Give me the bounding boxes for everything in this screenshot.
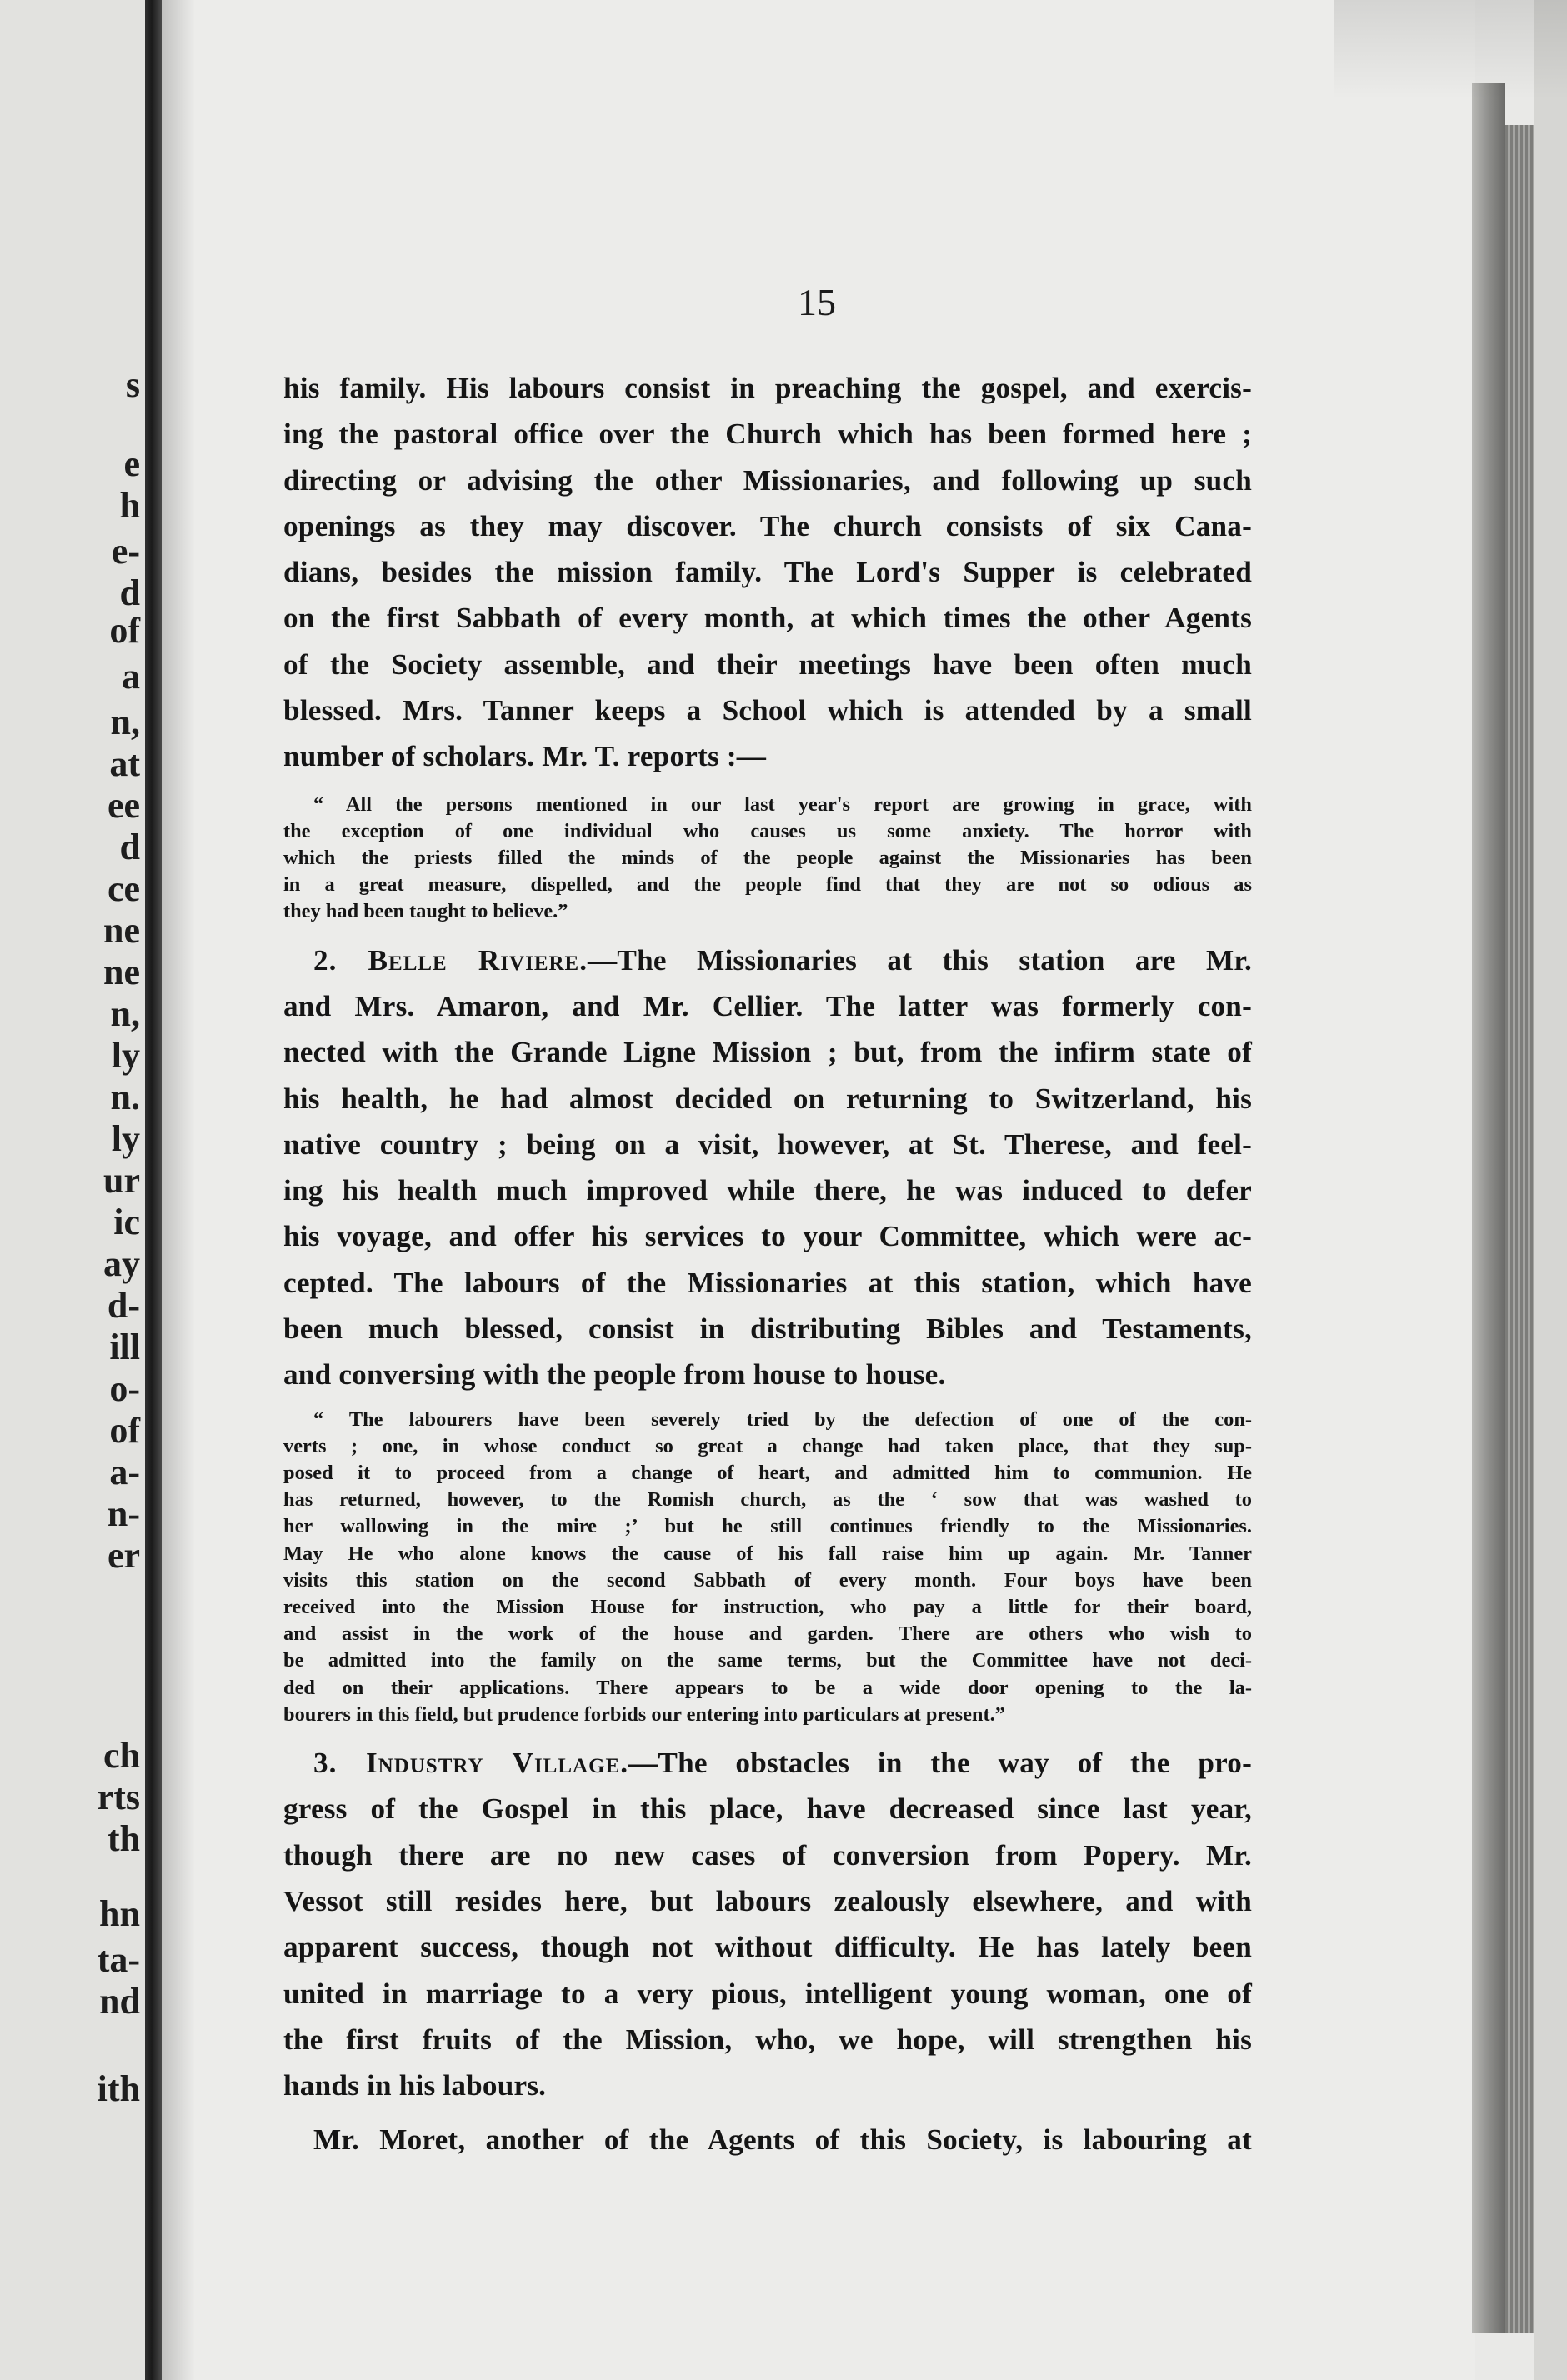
- quote-line: posed it to proceed from a change of heart, and admitted him to communion. He: [283, 1462, 1252, 1485]
- text-line: been much blessed, consist in distributing Bibles and Testaments,: [283, 1312, 1252, 1346]
- facing-page-fragment: n-: [107, 1493, 140, 1534]
- text-line: dians, besides the mission family. The Lord's Supper is celebrated: [283, 556, 1252, 589]
- quote-labourers: [283, 1407, 1252, 1728]
- top-shadow: [1334, 0, 1567, 100]
- facing-page-fragment: o-: [109, 1368, 140, 1409]
- quote-line: be admitted into the family on the same terms, but the Committee have not deci-: [283, 1649, 1252, 1672]
- facing-page-fragment: ly: [111, 1035, 140, 1076]
- facing-page-fragment: ce: [107, 868, 140, 909]
- facing-page-fragment: th: [107, 1818, 140, 1859]
- facing-page-fragment: ly: [111, 1118, 140, 1159]
- quote-line: which the priests filled the minds of the people against the Missionaries has been: [283, 847, 1252, 870]
- section-industry-village: [283, 1740, 1252, 2108]
- stacked-page-edges: [1505, 125, 1534, 2333]
- text-line: Mr. Moret, another of the Agents of this Society, is labouring at: [313, 2123, 1252, 2157]
- text-line: and Mrs. Amaron, and Mr. Cellier. The latter was formerly con-: [283, 989, 1252, 1022]
- text-line: on the first Sabbath of every month, at which times the other Agents: [283, 602, 1252, 635]
- quote-line: “ The labourers have been severely tried by the defection of one of the con-: [313, 1408, 1252, 1431]
- facing-page-fragment: n,: [110, 702, 140, 742]
- quote-line: verts ; one, in whose conduct so great a change had taken place, that they sup-: [283, 1434, 1252, 1458]
- text-line: Vessot still resides here, but labours zealously elsewhere, and with: [283, 1884, 1252, 1918]
- facing-page-fragment: e-: [111, 531, 140, 572]
- background-right: [1534, 0, 1567, 2380]
- facing-page-fragment: a: [122, 656, 140, 697]
- page-body-text: [283, 275, 1252, 2163]
- facing-page-fragment: ta-: [97, 1939, 140, 1980]
- facing-page-text-fragments: [0, 0, 148, 2380]
- facing-page-fragment: nd: [99, 1981, 140, 2022]
- paragraph-moret: [283, 2117, 1252, 2162]
- facing-page-fragment: at: [109, 743, 140, 784]
- paragraph-tanner: [283, 365, 1252, 780]
- quote-line: and assist in the work of the house and garden. There are others who wish to: [283, 1622, 1252, 1646]
- facing-page-fragment: d-: [107, 1285, 140, 1326]
- facing-page-fragment: a-: [109, 1452, 140, 1492]
- facing-page-fragment: ay: [103, 1243, 140, 1284]
- text-line: though there are no new cases of conversion from Popery. Mr.: [283, 1838, 1252, 1872]
- text-line: of the Society assemble, and their meetings have been often much: [283, 648, 1252, 681]
- text-line: number of scholars. Mr. T. reports :—: [283, 740, 767, 773]
- facing-page-fragment: ch: [103, 1735, 140, 1776]
- facing-page-fragment: s: [125, 364, 140, 405]
- facing-page-fragment: d: [119, 827, 140, 868]
- text-line: cepted. The labours of the Missionaries at this station, which have: [283, 1266, 1252, 1299]
- section-belle-riviere: [283, 938, 1252, 1398]
- text-line: directing or advising the other Missionaries, and following up such: [283, 463, 1252, 497]
- text-line: and conversing with the people from house to house.: [283, 1358, 946, 1392]
- quote-line: they had been taught to believe.”: [283, 900, 568, 923]
- quote-line: has returned, however, to the Romish church, as the ‘ sow that was washed to: [283, 1488, 1252, 1512]
- section-heading: 2. Belle Riviere.: [313, 943, 588, 977]
- gutter-shadow: [162, 0, 195, 2380]
- facing-page-fragment: ne: [103, 910, 140, 951]
- facing-page-fragment: h: [119, 485, 140, 526]
- quote-line: the exception of one individual who causes us some anxiety. The horror with: [283, 819, 1252, 842]
- text-line: hands in his labours.: [283, 2069, 547, 2102]
- text-line: ing the pastoral office over the Church which has been formed here ;: [283, 418, 1252, 451]
- text-line: his family. His labours consist in preaching the gospel, and exercis-: [283, 372, 1252, 404]
- quote-line: bourers in this field, but prudence forbids our entering into particulars at present.”: [283, 1702, 1005, 1726]
- text-line: his voyage, and offer his services to your Committee, which were ac-: [283, 1220, 1252, 1253]
- text-line-rest: —The Missionaries at this station are Mr.: [588, 943, 1253, 977]
- quote-tanner-report: [283, 792, 1252, 926]
- text-line: apparent success, though not without difficulty. He has lately been: [283, 1931, 1252, 1964]
- text-line: ing his health much improved while there, he was induced to defer: [283, 1174, 1252, 1208]
- facing-page-fragment: ill: [109, 1327, 140, 1368]
- quote-line: “ All the persons mentioned in our last year's report are growing in grace, with: [313, 792, 1252, 816]
- section-heading: 3. Industry Village.: [313, 1747, 629, 1780]
- text-line: [283, 1740, 1252, 1786]
- text-line: openings as they may discover. The church consists of six Cana-: [283, 509, 1252, 542]
- text-line: nected with the Grande Ligne Mission ; but, from the infirm state of: [283, 1036, 1252, 1069]
- quote-line: received into the Mission House for instruction, who pay a little for their board,: [283, 1596, 1252, 1619]
- facing-page-fragment: ee: [107, 785, 140, 826]
- text-line: blessed. Mrs. Tanner keeps a School which is attended by a small: [283, 694, 1252, 728]
- facing-page-fragment: ith: [97, 2068, 140, 2109]
- quote-line: May He who alone knows the cause of his fall raise him up again. Mr. Tanner: [283, 1542, 1252, 1565]
- facing-page-fragment: e: [123, 443, 140, 484]
- facing-page-fragment: ur: [103, 1160, 140, 1201]
- facing-page-fragment: of: [109, 1410, 140, 1451]
- text-line: the first fruits of the Mission, who, we hope, will strengthen his: [283, 2022, 1252, 2056]
- quote-line: her wallowing in the mire ;’ but he still continues friendly to the Missionaries.: [283, 1515, 1252, 1538]
- text-line: his health, he had almost decided on returning to Switzerland, his: [283, 1082, 1252, 1115]
- quote-line: visits this station on the second Sabbath of every month. Four boys have been: [283, 1568, 1252, 1592]
- text-line: [283, 938, 1252, 983]
- text-line: united in marriage to a very pious, intelligent young woman, one of: [283, 1977, 1252, 2010]
- quote-line: ded on their applications. There appears to be a wide door opening to the la-: [283, 1676, 1252, 1699]
- text-line: gress of the Gospel in this place, have decreased since last year,: [283, 1792, 1252, 1826]
- facing-page: [0, 0, 148, 2380]
- facing-page-fragment: ne: [103, 952, 140, 992]
- book-gutter: [145, 0, 162, 2380]
- text-line: native country ; being on a visit, however, at St. Therese, and feel-: [283, 1128, 1252, 1161]
- facing-page-fragment: hn: [99, 1893, 140, 1934]
- facing-page-fragment: d: [119, 572, 140, 613]
- facing-page-fragment: ic: [113, 1202, 140, 1242]
- text-line-rest: —The obstacles in the way of the pro-: [628, 1747, 1252, 1780]
- facing-page-fragment: er: [107, 1535, 140, 1576]
- facing-page-fragment: n.: [110, 1077, 140, 1118]
- facing-page-fragment: of: [109, 610, 140, 651]
- page-number: 15: [798, 281, 836, 323]
- facing-page-fragment: rts: [97, 1777, 140, 1818]
- facing-page-fragment: n,: [110, 993, 140, 1034]
- quote-line: in a great measure, dispelled, and the people find that they are not so odious as: [283, 873, 1252, 897]
- page-edge: [1472, 83, 1505, 2333]
